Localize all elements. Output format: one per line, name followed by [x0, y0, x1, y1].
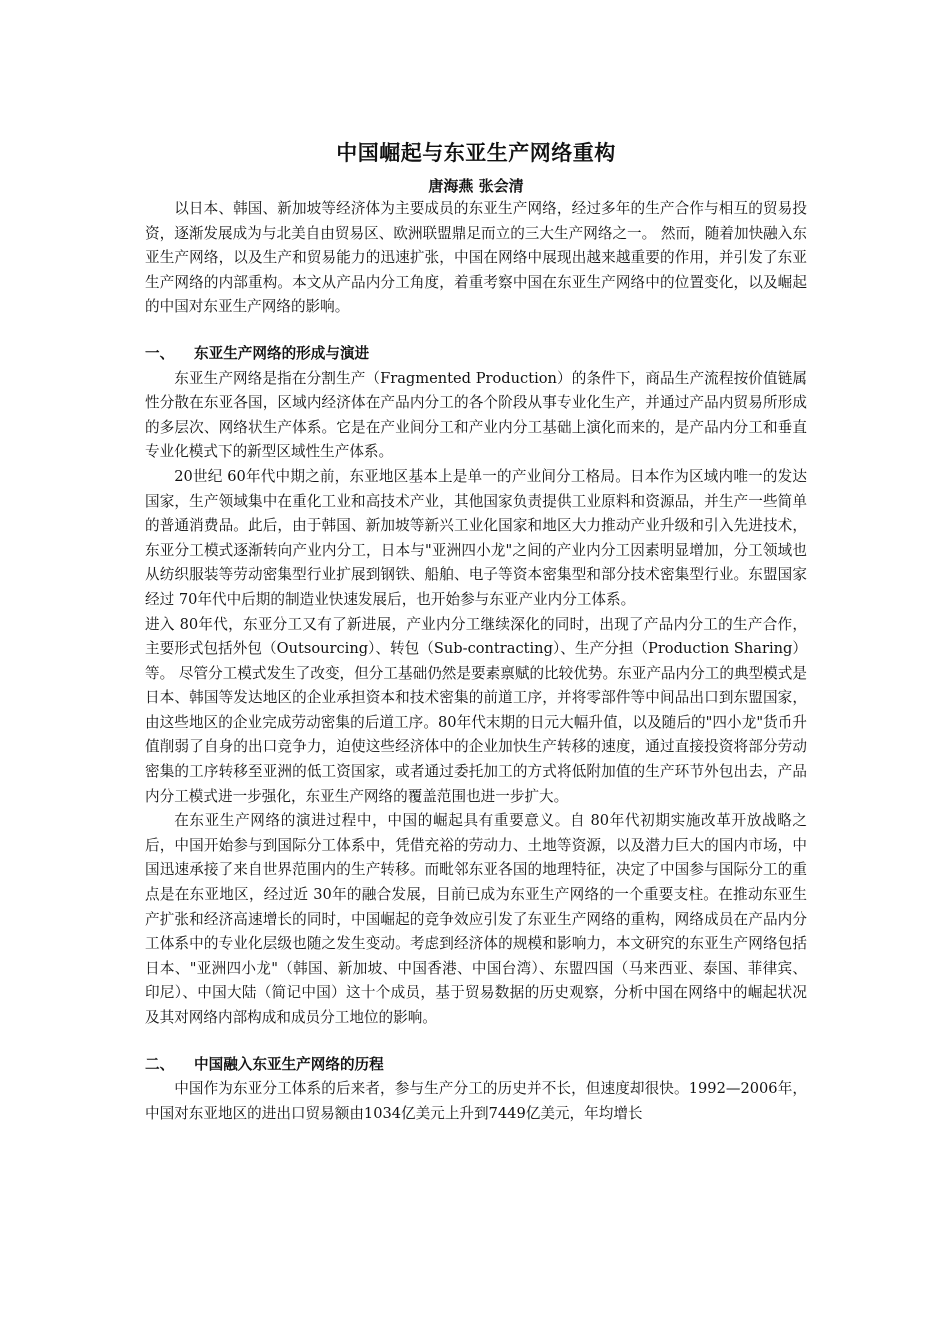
section-heading-1 [145, 342, 807, 367]
section-heading-2 [145, 1053, 807, 1078]
section-number: 二、 [145, 1055, 175, 1073]
document-authors: 唐海燕 张会清 [428, 177, 524, 195]
document-title: 中国崛起与东亚生产网络重构 [336, 140, 616, 165]
section-title: 东亚生产网络的形成与演进 [194, 344, 370, 362]
section-number: 一、 [145, 344, 175, 362]
body-paragraph: 20世纪 60年代中期之前，东亚地区基本上是单一的产业间分工格局。日本作为区域内唯一的发达国家，生产领域集中在重化工业和高技术产业，其他国家负责提供工业原料和资源品，并生产一些简单的普通消费品。此后，由于韩国、新加坡等新兴工业化国家和地区大力推动产业升级和引入先进技术，东亚分工模式逐渐转向产业内分工，日本与"亚洲四小龙"之间的产业内分工因素明显增加，分工领域也从纺织服装等劳动密集型行业扩展到钢铁、船舶、电子等资本密集型和部分技术密集型行业。东盟国家经过 70年代中后期的制造业快速发展后，也开始参与东亚产业内分工体系。 [145, 467, 807, 608]
document-body [145, 138, 807, 1126]
abstract-paragraph: 以日本、韩国、新加坡等经济体为主要成员的东亚生产网络，经过多年的生产合作与相互的贸易投资，逐渐发展成为与北美自由贸易区、欧洲联盟鼎足而立的三大生产网络之一。 然而，随着加快融入东亚生产网络，以及生产和贸易能力的迅速扩张，中国在网络中展现出越来越重要的作用，并引发了东亚生产网络的内部重构。本文从产品内分工角度，着重考察中国在东亚生产网络中的位置变化，以及崛起的中国对东亚生产网络的影响。 [145, 200, 807, 316]
section-title: 中国融入东亚生产网络的历程 [194, 1055, 384, 1073]
body-paragraph: 进入 80年代，东亚分工又有了新进展，产业内分工继续深化的同时，出现了产品内分工的生产合作，主要形式包括外包（Outsourcing）、转包（Sub-contracting）、生产分担（Production Sharing）等。 尽管分工模式发生了改变，但分工基础仍然是要素禀赋的比较优势。东亚产品内分工的典型模式是日本、韩国等发达地区的企业承担资本和技术密集的前道工序，并将零部件等中间品出口到东盟国家，由这些地区的企业完成劳动密集的后道工序。80年代末期的日元大幅升值，以及随后的"四小龙"货币升值削弱了自身的出口竞争力，迫使这些经济体中的企业加快生产转移的速度，通过直接投资将部分劳动密集的工序转移至亚洲的低工资国家，或者通过委托加工的方式将低附加值的生产环节外包出去，产品内分工模式进一步强化，东亚生产网络的覆盖范围也进一步扩大。 [145, 615, 807, 805]
body-paragraph: 在东亚生产网络的演进过程中，中国的崛起具有重要意义。自 80年代初期实施改革开放战略之后，中国开始参与到国际分工体系中，凭借充裕的劳动力、土地等资源，以及潜力巨大的国内市场，中国迅速承接了来自世界范围内的生产转移。而毗邻东亚各国的地理特征，决定了中国参与国际分工的重点是在东亚地区，经过近 30年的融合发展，目前已成为东亚生产网络的一个重要支柱。在推动东亚生产扩张和经济高速增长的同时，中国崛起的竞争效应引发了东亚生产网络的重构，网络成员在产品内分工体系中的专业化层级也随之发生变动。考虑到经济体的规模和影响力，本文研究的东亚生产网络包括日本、"亚洲四小龙"（韩国、新加坡、中国香港、中国台湾）、东盟四国（马来西亚、泰国、菲律宾、印尼）、中国大陆（简记中国）这十个成员，基于贸易数据的历史观察，分析中国在网络中的崛起状况及其对网络内部构成和成员分工地位的影响。 [145, 812, 807, 1026]
body-paragraph: 东亚生产网络是指在分割生产（Fragmented Production）的条件下，商品生产流程按价值链属性分散在东亚各国，区域内经济体在产品内分工的各个阶段从事专业化生产，并通过产品内贸易所形成的多层次、网络状生产体系。它是在产业间分工和产业内分工基础上演化而来的，是产品内分工和垂直专业化模式下的新型区域性生产体系。 [145, 369, 807, 461]
body-paragraph: 中国作为东亚分工体系的后来者，参与生产分工的历史并不长，但速度却很快。1992—2006年，中国对东亚地区的进出口贸易额由1034亿美元上升到7449亿美元，年均增长 [145, 1080, 807, 1122]
